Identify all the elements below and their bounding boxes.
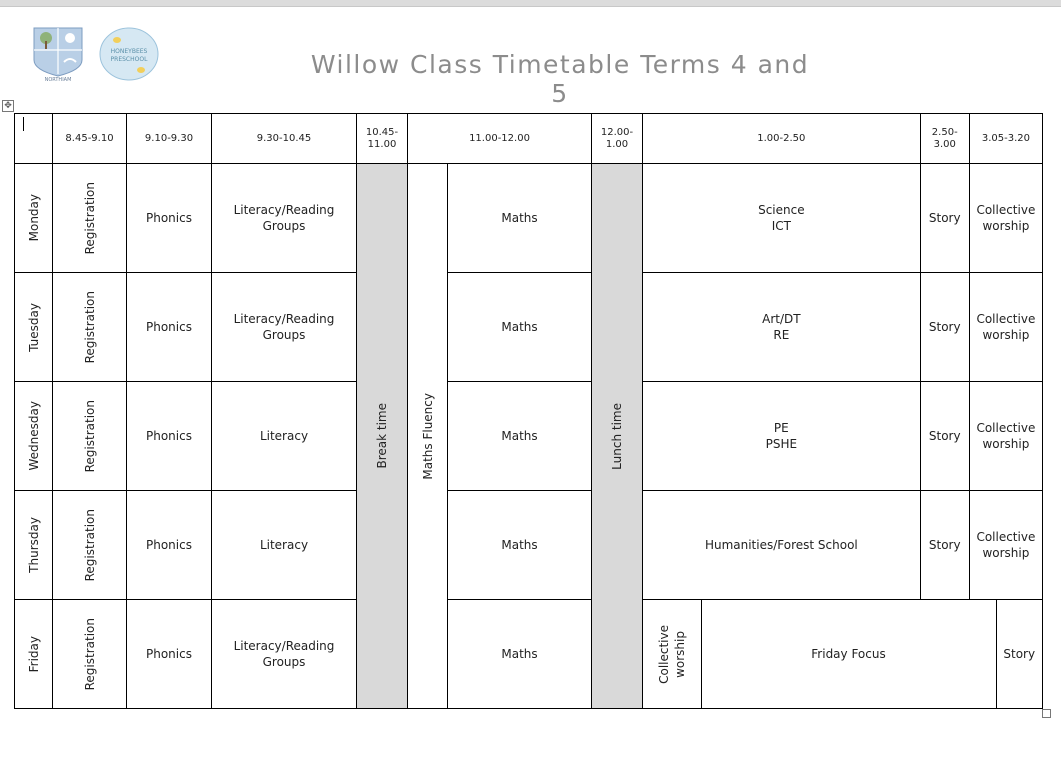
header-row [15, 114, 1043, 164]
time-header: 9.30-10.45 [212, 114, 357, 164]
literacy-cell: Literacy/Reading Groups [212, 164, 357, 273]
preschool-logo [99, 26, 159, 82]
registration-cell: Registration [53, 273, 127, 382]
maths-cell: Maths [448, 382, 592, 491]
day-label: Monday [15, 164, 53, 273]
friday-afternoon-split [643, 600, 1042, 708]
timetable [14, 113, 1043, 709]
maths-cell: Maths [448, 600, 592, 709]
school-logo [30, 26, 86, 82]
friday-afternoon-cell [643, 600, 1043, 709]
svg-text:HONEYBEES: HONEYBEES [110, 48, 148, 55]
story-cell: Story [920, 273, 969, 382]
lunch-time-cell: Lunch time [592, 164, 643, 709]
worship-cell: Collective worship [969, 164, 1042, 273]
literacy-cell: Literacy [212, 491, 357, 600]
svg-text:NORTHIAM: NORTHIAM [44, 77, 72, 82]
time-header: 11.00-12.00 [408, 114, 592, 164]
corner-cell[interactable] [15, 114, 53, 164]
day-label: Thursday [15, 491, 53, 600]
time-header: 8.45-9.10 [53, 114, 127, 164]
story-cell: Story [920, 164, 969, 273]
registration-cell: Registration [53, 491, 127, 600]
table-move-handle[interactable]: ✥ [2, 100, 14, 112]
time-header: 3.05-3.20 [969, 114, 1042, 164]
day-label: Tuesday [15, 273, 53, 382]
day-row-tuesday [15, 273, 1043, 382]
maths-cell: Maths [448, 273, 592, 382]
day-row-friday [15, 600, 1043, 709]
maths-cell: Maths [448, 164, 592, 273]
day-row-wednesday [15, 382, 1043, 491]
friday-worship-cell: Collective worship [643, 600, 701, 708]
time-header: 12.00-1.00 [592, 114, 643, 164]
time-header: 9.10-9.30 [127, 114, 212, 164]
maths-cell: Maths [448, 491, 592, 600]
afternoon-cell: Art/DT RE [643, 273, 921, 382]
worship-cell: Collective worship [969, 382, 1042, 491]
registration-cell: Registration [53, 382, 127, 491]
day-label: Friday [15, 600, 53, 709]
phonics-cell: Phonics [127, 164, 212, 273]
friday-focus-cell: Friday Focus [811, 647, 886, 661]
worship-cell: Collective worship [969, 273, 1042, 382]
break-time-cell: Break time [357, 164, 408, 709]
worship-cell: Collective worship [969, 491, 1042, 600]
table-resize-handle[interactable] [1042, 709, 1051, 718]
phonics-cell: Phonics [127, 382, 212, 491]
time-header: 1.00-2.50 [643, 114, 921, 164]
afternoon-cell: PE PSHE [643, 382, 921, 491]
registration-cell: Registration [53, 600, 127, 709]
maths-fluency-cell: Maths Fluency [408, 164, 448, 709]
time-header: 10.45-11.00 [357, 114, 408, 164]
phonics-cell: Phonics [127, 600, 212, 709]
page-title: Willow Class Timetable Terms 4 and 5 [310, 50, 810, 108]
phonics-cell: Phonics [127, 273, 212, 382]
day-label: Wednesday [15, 382, 53, 491]
svg-text:PRESCHOOL: PRESCHOOL [110, 56, 148, 63]
registration-cell: Registration [53, 164, 127, 273]
phonics-cell: Phonics [127, 491, 212, 600]
story-cell: Story [920, 382, 969, 491]
afternoon-cell: Humanities/Forest School [643, 491, 921, 600]
window-top-bar [0, 0, 1061, 7]
literacy-cell: Literacy/Reading Groups [212, 273, 357, 382]
day-row-thursday [15, 491, 1043, 600]
day-row-monday [15, 164, 1043, 273]
time-header: 2.50-3.00 [920, 114, 969, 164]
literacy-cell: Literacy/Reading Groups [212, 600, 357, 709]
story-cell: Story [920, 491, 969, 600]
afternoon-cell: Science ICT [643, 164, 921, 273]
literacy-cell: Literacy [212, 382, 357, 491]
friday-story-cell: Story [996, 600, 1042, 708]
